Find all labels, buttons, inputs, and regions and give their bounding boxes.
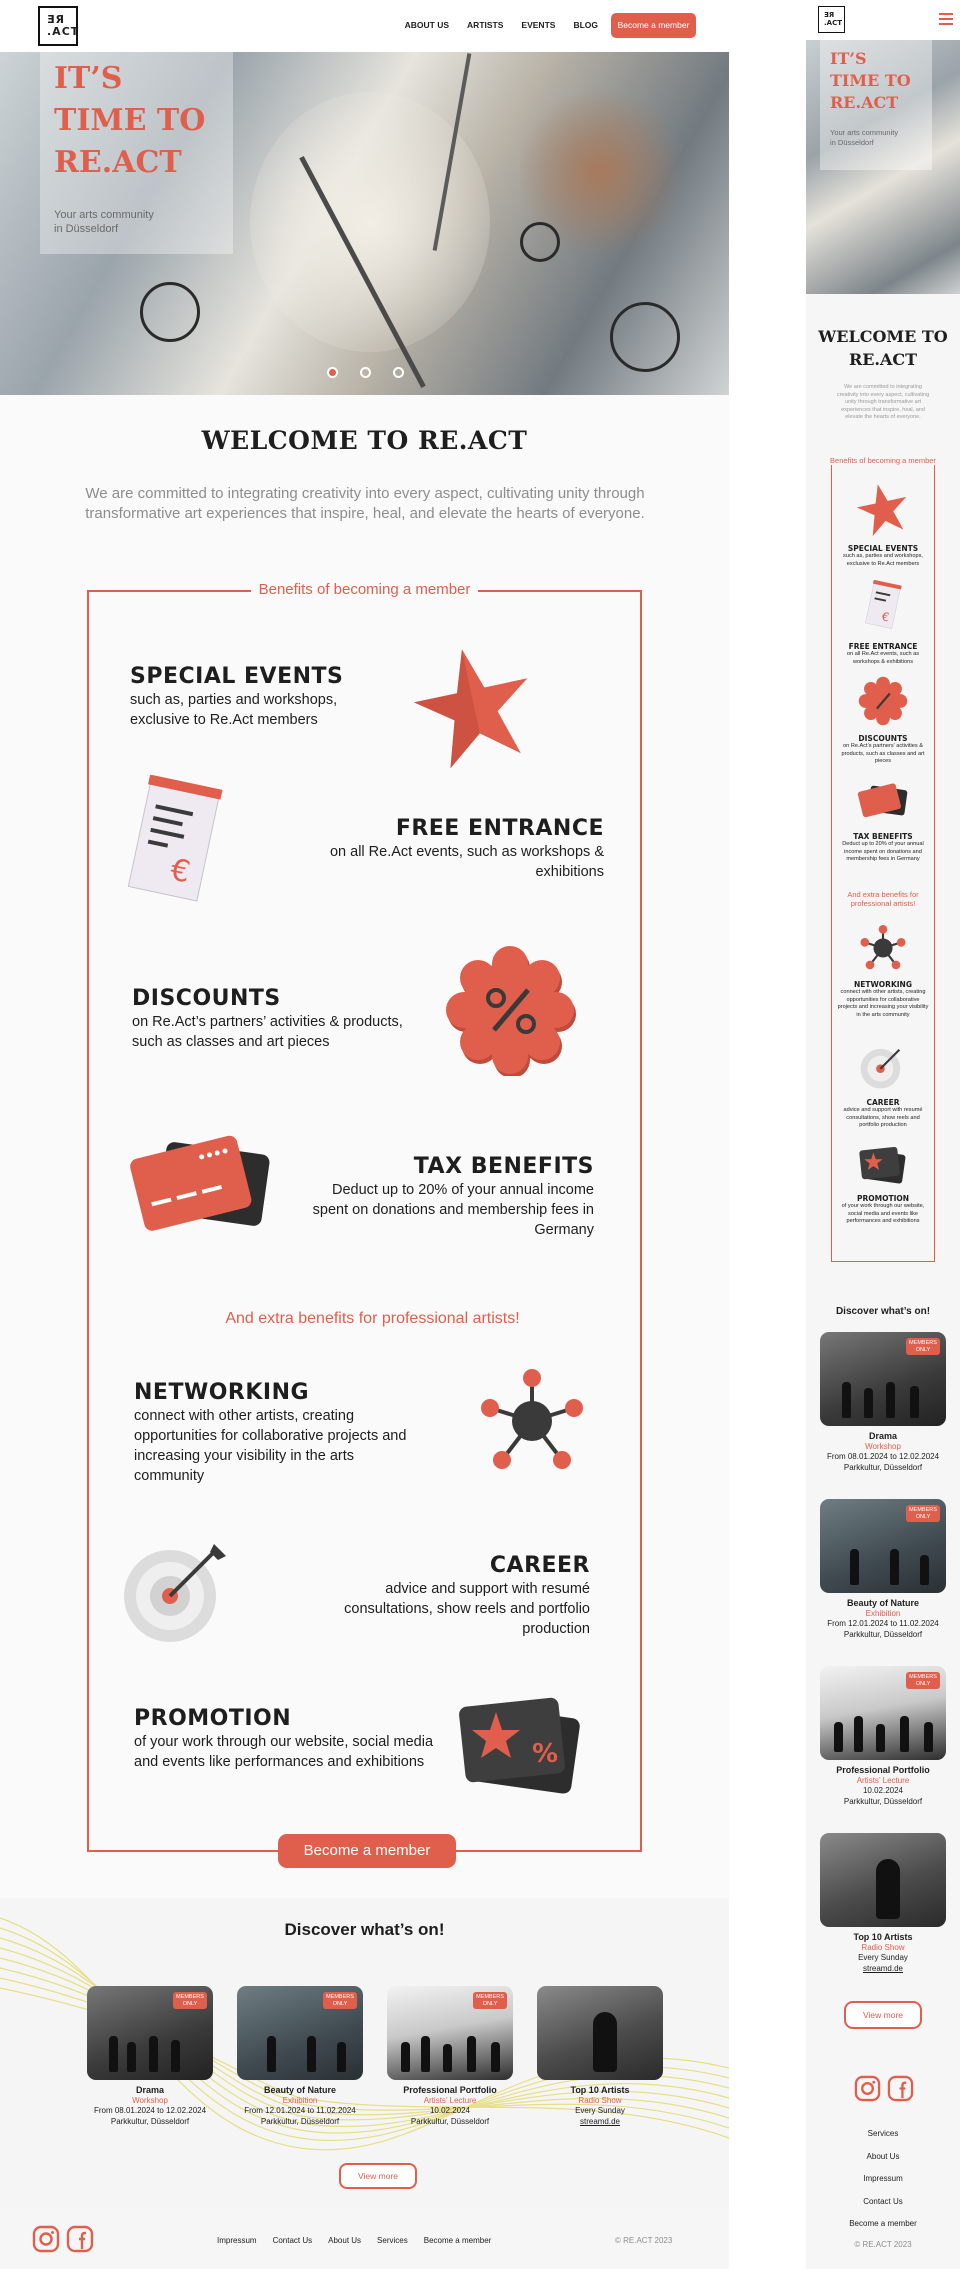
star-icon xyxy=(856,482,910,536)
star-icon xyxy=(412,644,536,768)
gutter xyxy=(729,0,806,2269)
mobile-hero-card: IT’S TIME TO RE.ACT Your arts community in Düsseldorf xyxy=(820,40,932,170)
hamburger-menu-icon[interactable] xyxy=(939,13,953,28)
top-navigation xyxy=(0,0,729,52)
instagram-icon[interactable] xyxy=(32,2225,60,2253)
footer-link-impressum[interactable]: Impressum xyxy=(217,2236,257,2245)
mobile-benefit-career: CAREER advice and support with resumé consultations, show reels and portfolio production xyxy=(831,1044,935,1130)
nav-events[interactable]: EVENTS xyxy=(521,20,556,30)
event-card-drama[interactable]: MEMBERS ONLY Drama Workshop From 08.01.2024 to 12.02.2024 Parkkultur, Düsseldorf xyxy=(87,1986,213,2127)
promo-tickets-icon xyxy=(456,1690,586,1800)
mobile-benefit-networking: NETWORKING connect with other artists, creating opportunities for collaborative projects and increasing your visibility in the arts community xyxy=(831,924,935,1019)
mobile-event-card-drama[interactable]: MEMBERS ONLY Drama Workshop From 08.01.2024 to 12.02.2024 Parkkultur, Düsseldorf xyxy=(820,1332,946,1473)
hero-subtitle: Your arts community in Düsseldorf xyxy=(54,209,154,235)
members-only-badge: MEMBERS ONLY xyxy=(906,1672,940,1689)
mobile-hero xyxy=(806,40,960,294)
event-image xyxy=(237,1986,363,2080)
mobile-welcome-title: WELCOME TO RE.ACT xyxy=(818,327,948,369)
mobile-benefit-discounts: DISCOUNTS on Re.Act’s partners’ activities & products, such as classes and art pieces xyxy=(831,676,935,766)
network-icon xyxy=(857,924,909,972)
percent-badge-icon xyxy=(858,676,908,726)
footer-links xyxy=(217,2236,491,2245)
credit-card-icon xyxy=(856,780,910,824)
members-only-badge: MEMBERS ONLY xyxy=(173,1992,207,2009)
members-only-badge: MEMBERS ONLY xyxy=(323,1992,357,2009)
nav-blog[interactable]: BLOG xyxy=(573,20,598,30)
receipt-icon xyxy=(118,775,230,915)
footer-link-contact-us[interactable]: Contact Us xyxy=(272,2236,313,2245)
footer-link-services[interactable]: Services xyxy=(377,2236,408,2245)
mobile-benefits-legend: Benefits of becoming a member xyxy=(806,450,960,468)
footer-link-about-us[interactable]: About Us xyxy=(866,2151,900,2161)
promo-tickets-icon xyxy=(858,1144,908,1186)
mobile-benefit-free-entrance: € FREE ENTRANCE on all Re.Act events, such as workshops & exhibitions xyxy=(831,580,935,666)
mobile-copyright: © RE.ACT 2023 xyxy=(854,2240,912,2249)
footer-link-become-member[interactable]: Become a member xyxy=(423,2236,492,2245)
benefit-free-entrance: FREE ENTRANCE on all Re.Act events, such as workshops & exhibitions xyxy=(329,816,604,880)
footer-link-services[interactable]: Services xyxy=(867,2129,899,2138)
logo[interactable]: ƎЯ .ACT xyxy=(38,6,78,46)
mobile-event-card-professional-portfolio[interactable]: MEMBERS ONLY Professional Portfolio Artists’ Lecture 10.02.2024 Parkkultur, Düsseldorf xyxy=(820,1666,946,1807)
footer-link-become-member[interactable]: Become a member xyxy=(849,2219,917,2228)
footer-link-contact-us[interactable]: Contact Us xyxy=(863,2196,903,2206)
nav-links xyxy=(405,20,598,30)
hero-carousel xyxy=(0,52,729,395)
mobile-navigation xyxy=(806,0,960,40)
mobile-page xyxy=(806,0,960,2269)
mobile-benefit-tax-benefits: TAX BENEFITS Deduct up to 20% of your annual income spent on donations and membership fees in Germany xyxy=(831,780,935,864)
footer-link-about-us[interactable]: About Us xyxy=(328,2236,362,2245)
carousel-dot-3[interactable] xyxy=(393,367,404,378)
extra-benefits-title: And extra benefits for professional artists! xyxy=(225,1310,520,1327)
benefit-promotion: PROMOTION of your work through our website, social media and events like performances and exhibitions xyxy=(134,1706,434,1770)
mobile-social-links xyxy=(854,2075,914,2102)
event-image xyxy=(387,1986,513,2080)
receipt-icon xyxy=(861,580,905,634)
mobile-benefit-special-events: SPECIAL EVENTS such as, parties and workshops, exclusive to Re.Act members xyxy=(831,482,935,568)
svg-text:€: € xyxy=(167,852,194,891)
hero-image-wheel xyxy=(610,302,680,372)
members-only-badge: MEMBERS ONLY xyxy=(906,1505,940,1522)
mobile-event-card-top-10-artists[interactable]: Top 10 Artists Radio Show Every Sunday streamd.de xyxy=(820,1833,946,1974)
event-image xyxy=(537,1986,663,2080)
benefit-career: CAREER advice and support with resumé consultations, show reels and portfolio production xyxy=(344,1553,590,1637)
network-icon xyxy=(472,1366,592,1476)
view-more-button[interactable]: View more xyxy=(339,2163,417,2189)
event-card-professional-portfolio[interactable]: MEMBERS ONLY Professional Portfolio Artists’ Lecture 10.02.2024 Parkkultur, Düsseldorf xyxy=(387,1986,513,2127)
hero-image-wheel xyxy=(140,282,200,342)
hero-title: IT’S TIME TO RE.ACT xyxy=(54,61,206,180)
event-image xyxy=(820,1833,946,1927)
social-links xyxy=(32,2225,94,2253)
event-card-top-10-artists[interactable]: Top 10 Artists Radio Show Every Sunday streamd.de xyxy=(537,1986,663,2127)
members-only-badge: MEMBERS ONLY xyxy=(473,1992,507,2009)
members-only-badge: MEMBERS ONLY xyxy=(906,1338,940,1355)
carousel-dot-1[interactable] xyxy=(327,367,338,378)
mobile-event-card-beauty-of-nature[interactable]: MEMBERS ONLY Beauty of Nature Exhibition From 12.01.2024 to 11.02.2024 Parkkultur, Düsseldorf xyxy=(820,1499,946,1640)
benefit-discounts: DISCOUNTS on Re.Act’s partners’ activities & products, such as classes and art pieces xyxy=(132,986,403,1050)
credit-card-icon xyxy=(126,1126,276,1250)
footer-link-impressum[interactable]: Impressum xyxy=(863,2174,903,2183)
svg-text:€: € xyxy=(880,609,891,625)
hero-image-wheel xyxy=(520,222,560,262)
carousel-dots xyxy=(327,367,404,378)
become-member-cta[interactable]: Become a member xyxy=(278,1834,456,1868)
target-icon xyxy=(858,1044,908,1090)
benefits-legend: Benefits of becoming a member xyxy=(0,581,729,599)
event-image xyxy=(87,1986,213,2080)
benefit-special-events: SPECIAL EVENTS such as, parties and workshops, exclusive to Re.Act members xyxy=(130,664,344,728)
mobile-logo[interactable]: ƎЯ .ACT xyxy=(818,6,845,33)
benefit-tax-benefits: TAX BENEFITS Deduct up to 20% of your annual income spent on donations and membership fees in Germany xyxy=(312,1154,594,1238)
instagram-icon[interactable] xyxy=(854,2075,881,2102)
event-image xyxy=(820,1666,946,1760)
nav-artists[interactable]: ARTISTS xyxy=(467,20,504,30)
mobile-extra-benefits-title: And extra benefits for professional artists! xyxy=(847,890,919,908)
event-image xyxy=(820,1499,946,1593)
mobile-view-more-button[interactable]: View more xyxy=(844,2001,922,2029)
mobile-footer-links xyxy=(806,2123,960,2236)
event-image xyxy=(820,1332,946,1426)
benefit-networking: NETWORKING connect with other artists, creating opportunities for collaborative projects and increasing your visibility in the arts community xyxy=(134,1380,407,1484)
mobile-discover-title: Discover what’s on! xyxy=(835,1306,931,1317)
hero-card xyxy=(40,52,233,254)
nav-about-us[interactable]: ABOUT US xyxy=(404,20,450,30)
copyright: © RE.ACT 2023 xyxy=(615,2236,673,2245)
target-icon xyxy=(118,1540,234,1644)
become-member-button[interactable]: Become a member xyxy=(611,13,696,38)
percent-badge-icon xyxy=(444,944,576,1076)
discover-title: Discover what’s on! xyxy=(284,1920,445,1939)
welcome-title: WELCOME TO RE.ACT xyxy=(201,426,528,455)
facebook-icon[interactable] xyxy=(887,2075,914,2102)
carousel-dot-2[interactable] xyxy=(360,367,371,378)
svg-text:%: % xyxy=(532,1739,559,1769)
mobile-welcome-text: We are committed to integrating creativity into every aspect, cultivating unity through transformative art experiences that inspire, heal, and elevate the hearts of everyone. xyxy=(836,384,930,420)
welcome-text: We are committed to integrating creativity into every aspect, cultivating unity through transformative art experiences that inspire, heal, and elevate the hearts of everyone. xyxy=(85,485,645,522)
mobile-benefit-promotion: PROMOTION of your work through our website, social media and events like performances and exhibitions xyxy=(831,1144,935,1226)
event-card-beauty-of-nature[interactable]: MEMBERS ONLY Beauty of Nature Exhibition From 12.01.2024 to 11.02.2024 Parkkultur, Düsseldorf xyxy=(237,1986,363,2127)
facebook-icon[interactable] xyxy=(66,2225,94,2253)
